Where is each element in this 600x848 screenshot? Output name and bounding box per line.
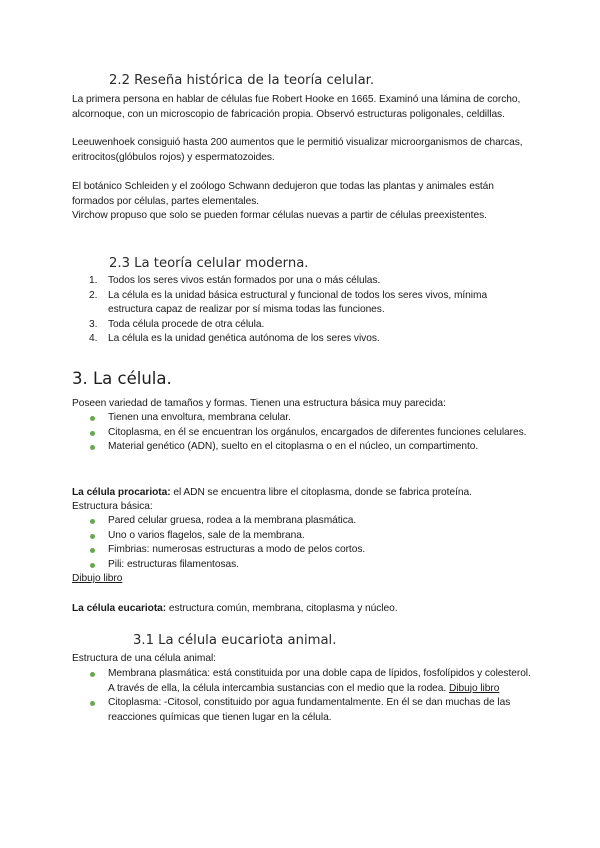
heading-3: 3. La célula. xyxy=(72,369,172,388)
paragraph-schleiden: El botánico Schleiden y el zoólogo Schwann dedujeron que todas las plantas y animales están formados por células, partes elementales. xyxy=(72,181,494,207)
list-item xyxy=(108,696,534,725)
dibujo-libro-link[interactable]: Dibujo libro xyxy=(72,573,123,584)
paragraph-virchow: Virchow propuso que solo se pueden formar células nuevas a partir de células preexistentes. xyxy=(72,210,487,221)
list-item xyxy=(108,529,534,544)
list-item xyxy=(89,318,534,333)
cell-structure-list xyxy=(108,411,534,455)
bullet-dot-icon xyxy=(90,672,95,677)
paragraph-hooke: La primera persona en hablar de células fue Robert Hooke en 1665. Examinó una lámina de corcho, alcornoque, con un microscopio de fabricación propia. Observó estructuras poligonales, celdillas. xyxy=(72,94,521,120)
paragraph-procariota xyxy=(72,486,534,501)
list-number: 1. xyxy=(89,275,98,286)
procariota-list xyxy=(108,514,534,572)
heading-2-3: 2.3 La teoría celular moderna. xyxy=(109,256,309,271)
heading-3-1: 3.1 La célula eucariota animal. xyxy=(133,633,337,648)
list-item xyxy=(108,426,534,441)
list-item-text: Pared celular gruesa, rodea a la membrana plasmática. xyxy=(108,515,357,526)
list-item-text: La célula es la unidad básica estructural y funcional de todos los seres vivos, mínima estructura capaz de realizar por sí misma todas las funciones. xyxy=(108,289,488,316)
heading-2-2: 2.2 Reseña histórica de la teoría celular. xyxy=(109,73,375,88)
bullet-dot-icon xyxy=(90,534,95,539)
list-item-text: Citoplasma, en él se encuentran los orgánulos, encargados de diferentes funciones celulares. xyxy=(108,426,527,438)
bullet-dot-icon xyxy=(90,431,95,436)
list-item xyxy=(89,332,534,347)
dibujo-libro-link[interactable]: Dibujo libro xyxy=(448,682,500,694)
procariota-label: La célula procariota: xyxy=(72,487,171,498)
list-number: 3. xyxy=(89,318,98,330)
list-item xyxy=(108,558,534,573)
bullet-dot-icon xyxy=(90,563,95,568)
list-item-text: Uno o varios flagelos, sale de la membrana. xyxy=(108,529,305,541)
list-item-text: Toda célula procede de otra célula. xyxy=(108,318,265,330)
list-item xyxy=(108,411,534,426)
bullet-dot-icon xyxy=(90,701,95,706)
bullet-dot-icon xyxy=(90,519,95,524)
eucariota-text: estructura común, membrana, citoplasma y núcleo. xyxy=(166,603,398,614)
list-item-text: Citoplasma: -Citosol, constituido por agua fundamentalmente. En él se dan muchas de las reacciones químicas que tienen lugar en la célula. xyxy=(108,697,511,723)
list-number: 4. xyxy=(89,333,98,345)
list-item-text: Material genético (ADN), suelto en el citoplasma o en el núcleo, un compartimento. xyxy=(108,441,479,453)
list-item-text: Todos los seres vivos están formados por una o más células. xyxy=(108,275,381,286)
list-item-text: La célula es la unidad genética autónoma de los seres vivos. xyxy=(108,333,380,345)
list-item xyxy=(89,274,534,289)
list-item xyxy=(108,667,534,696)
procariota-text: el ADN se encuentra libre el citoplasma, donde se fabrica proteína. xyxy=(170,487,472,498)
list-item xyxy=(89,289,534,318)
paragraph-estructura-basica: Estructura básica: xyxy=(72,501,153,512)
list-item xyxy=(108,440,534,455)
bullet-dot-icon xyxy=(90,445,95,450)
list-item xyxy=(108,543,534,558)
paragraph-leeuwenhoek: Leeuwenhoek consiguió hasta 200 aumentos que le permitió visualizar microorganismos de charcas, eritrocitos(glóbulos rojos) y espermatozoides. xyxy=(72,137,523,163)
bullet-dot-icon xyxy=(90,416,95,421)
bullet-dot-icon xyxy=(90,548,95,553)
paragraph-animal-intro: Estructura de una célula animal: xyxy=(72,653,216,664)
list-item-text: Fimbrias: numerosas estructuras a modo de pelos cortos. xyxy=(108,544,366,556)
animal-cell-list xyxy=(108,667,534,725)
list-number: 2. xyxy=(89,289,98,301)
paragraph-cell-intro: Poseen variedad de tamaños y formas. Tienen una estructura básica muy parecida: xyxy=(72,398,446,409)
theory-list xyxy=(89,274,534,347)
eucariota-label: La célula eucariota: xyxy=(72,603,167,614)
list-item-text: Membrana plasmática: está constituida por una doble capa de lípidos, fosfolípidos y colesterol. A través de ella, la célula intercambia sustancias con el medio que la rodea. xyxy=(108,668,531,694)
list-item xyxy=(108,514,534,529)
list-item-text: Pili: estructuras filamentosas. xyxy=(108,558,239,570)
list-item-text: Tienen una envoltura, membrana celular. xyxy=(108,412,291,423)
paragraph-eucariota xyxy=(72,602,534,617)
